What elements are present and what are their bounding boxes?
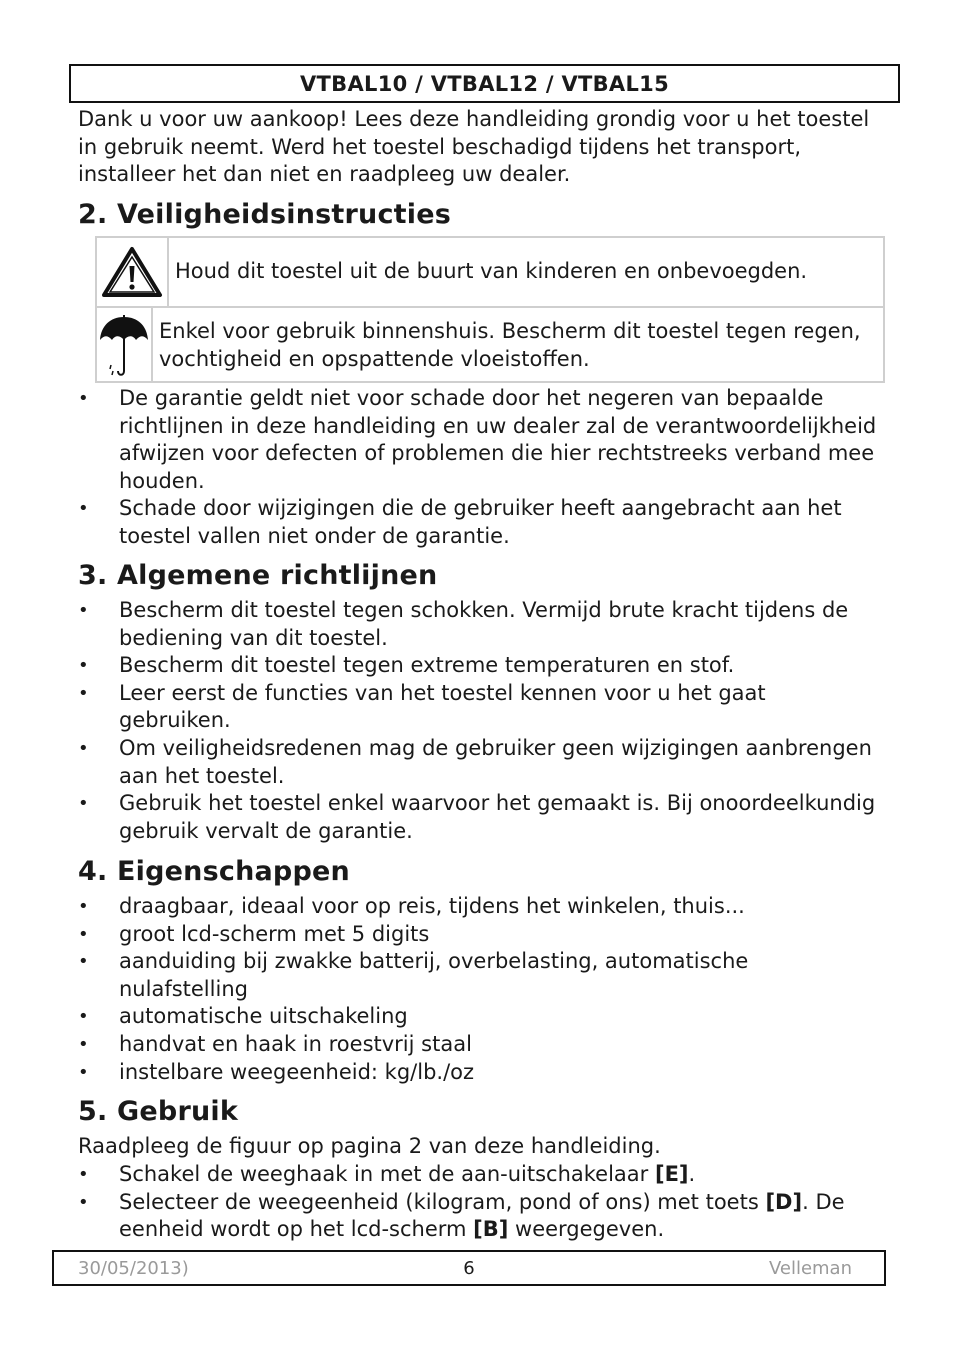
model-title: VTBAL10 / VTBAL12 / VTBAL15 bbox=[299, 71, 669, 96]
warning-triangle-icon bbox=[101, 246, 163, 298]
usage-step-text: Schakel de weeghaak in met de aan-uitschakelaar bbox=[119, 1162, 655, 1186]
umbrella-icon bbox=[97, 313, 151, 379]
list-item: • draagbaar, ideaal voor op reis, tijdens het winkelen, thuis... bbox=[78, 893, 878, 921]
warning-text: Enkel voor gebruik binnenshuis. Bescherm dit toestel tegen regen, vochtigheid en opspattende vloeistoffen. bbox=[159, 318, 861, 371]
usage-bullet-list bbox=[78, 1161, 878, 1244]
warning-row bbox=[97, 308, 883, 383]
usage-step-tail: . bbox=[688, 1162, 696, 1186]
section-title-features: 4. Eigenschappen bbox=[78, 856, 350, 887]
usage-step-mid: . De eenheid wordt op het lcd-scherm bbox=[119, 1189, 845, 1242]
part-reference: [D] bbox=[765, 1189, 803, 1214]
list-item: • automatische uitschakeling bbox=[78, 1003, 878, 1031]
part-reference: [B] bbox=[473, 1217, 509, 1242]
list-item: • handvat en haak in roestvrij staal bbox=[78, 1031, 878, 1059]
list-item: • Schade door wijzigingen die de gebruiker heeft aangebracht aan het toestel vallen niet onder de garantie. bbox=[78, 495, 878, 550]
list-item: • groot lcd-scherm met 5 digits bbox=[78, 921, 878, 949]
list-item: • Leer eerst de functies van het toestel kennen voor u het gaat gebruiken. bbox=[78, 680, 878, 735]
intro-paragraph: Dank u voor uw aankoop! Lees deze handleiding grondig voor u het toestel in gebruik neemt. Werd het toestel beschadigd tijdens het transport, installeer het dan niet en raadpleeg uw dealer. bbox=[78, 107, 870, 187]
usage-step-tail: weergegeven. bbox=[508, 1217, 665, 1242]
list-item: • De garantie geldt niet voor schade door het negeren van bepaalde richtlijnen in deze handleiding en uw dealer zal de verantwoordelijkheid afwijzen voor defecten of problemen die hier rechtstreeks verband mee houden. bbox=[78, 385, 878, 495]
page-footer bbox=[52, 1250, 886, 1286]
list-item bbox=[78, 1189, 878, 1244]
usage-step-text: Selecteer de weegeenheid (kilogram, pond of ons) met toets bbox=[119, 1189, 766, 1214]
footer-brand: Velleman bbox=[768, 1258, 852, 1279]
usage-intro: Raadpleeg de figuur op pagina 2 van deze handleiding. bbox=[78, 1134, 661, 1158]
general-bullet-list bbox=[78, 597, 878, 845]
part-reference: [E] bbox=[654, 1162, 689, 1186]
list-item: • Bescherm dit toestel tegen schokken. Vermijd brute kracht tijdens de bediening van dit toestel. bbox=[78, 597, 878, 652]
warning-table bbox=[95, 236, 885, 383]
warning-icon-cell bbox=[97, 308, 153, 383]
features-bullet-list bbox=[78, 893, 878, 1086]
model-header bbox=[69, 64, 900, 103]
safety-bullet-list bbox=[78, 385, 878, 551]
list-item: • Gebruik het toestel enkel waarvoor het gemaakt is. Bij onoordeelkundig gebruik vervalt de garantie. bbox=[78, 790, 878, 845]
list-item bbox=[78, 1161, 878, 1189]
section-title-usage: 5. Gebruik bbox=[78, 1096, 238, 1127]
section-title-safety: 2. Veiligheidsinstructies bbox=[78, 199, 451, 230]
page-number: 6 bbox=[463, 1258, 475, 1279]
warning-row bbox=[97, 238, 883, 308]
list-item: • Bescherm dit toestel tegen extreme temperaturen en stof. bbox=[78, 652, 878, 680]
list-item: • Om veiligheidsredenen mag de gebruiker geen wijzigingen aanbrengen aan het toestel. bbox=[78, 735, 878, 790]
footer-date: 30/05/2013) bbox=[78, 1258, 189, 1279]
list-item: • aanduiding bij zwakke batterij, overbelasting, automatische nulafstelling bbox=[78, 948, 878, 1003]
warning-text: Houd dit toestel uit de buurt van kinderen en onbevoegden. bbox=[175, 259, 808, 284]
list-item: • instelbare weegeenheid: kg/lb./oz bbox=[78, 1059, 878, 1087]
section-title-general: 3. Algemene richtlijnen bbox=[78, 560, 438, 591]
warning-icon-cell bbox=[97, 238, 169, 306]
